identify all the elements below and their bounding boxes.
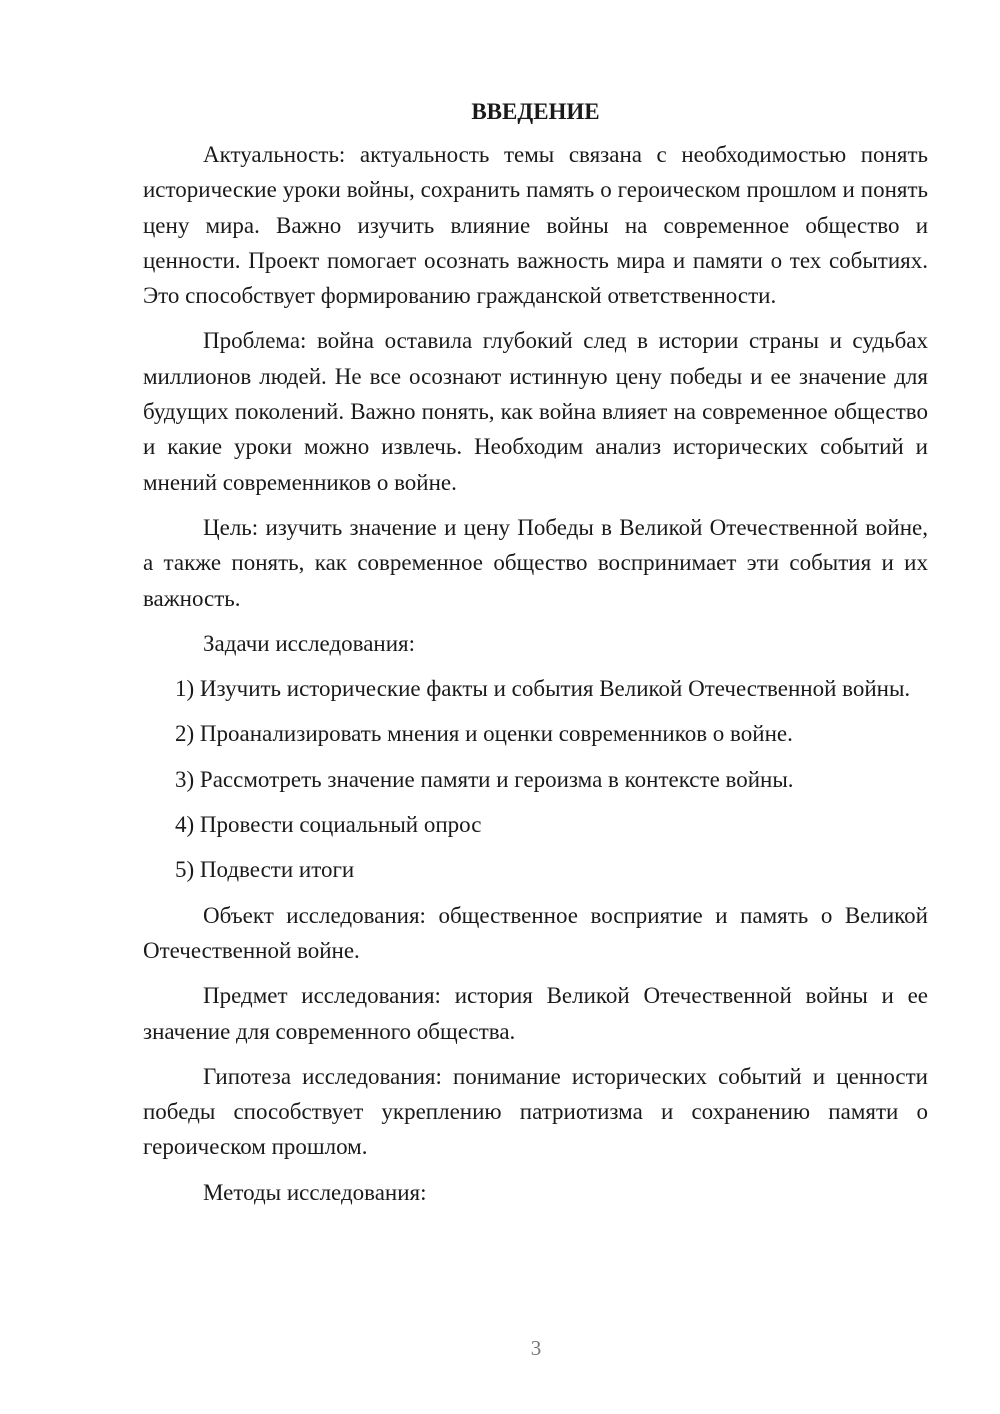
- tasks-list: [143, 671, 928, 887]
- paragraph-object: Объект исследования: общественное восприятие и память о Великой Отечественной войне.: [143, 902, 928, 963]
- methods-heading: Методы исследования:: [203, 1179, 427, 1205]
- paragraph-goal: Цель: изучить значение и цену Победы в Великой Отечественной войне, а также понять, как современное общество воспринимает эти события и их важность.: [143, 514, 928, 611]
- list-item: 2) Проанализировать мнения и оценки современников о войне.: [175, 721, 793, 747]
- section-title: ВВЕДЕНИЕ: [471, 99, 600, 124]
- paragraph-relevance: Актуальность: актуальность темы связана с необходимостью понять исторические уроки войны, сохранить память о героическом прошлом и понять цену мира. Важно изучить влияние войны на современное общество и ценности. Проект помогает осознать важность мира и памяти о тех событиях. Это способствует формированию гражданской ответственности.: [143, 142, 928, 309]
- paragraph-hypothesis: Гипотеза исследования: понимание исторических событий и ценности победы способствует укреплению патриотизма и сохранению памяти о героическом прошлом.: [143, 1063, 928, 1160]
- list-item: 1) Изучить исторические факты и события Великой Отечественной войны.: [175, 676, 911, 702]
- document-page: [143, 95, 928, 1220]
- list-item: 3) Рассмотреть значение памяти и героизма в контексте войны.: [175, 766, 794, 792]
- list-item: 5) Подвести итоги: [175, 857, 355, 883]
- list-item: 4) Провести социальный опрос: [175, 812, 482, 838]
- paragraph-problem: Проблема: война оставила глубокий след в истории страны и судьбах миллионов людей. Не все осознают истинную цену победы и ее значение для будущих поколений. Важно понять, как война влияет на современное общество и какие уроки можно извлечь. Необходим анализ исторических событий и мнений современников о войне.: [143, 328, 928, 495]
- tasks-heading: Задачи исследования:: [203, 630, 416, 656]
- page-number: 3: [530, 1336, 542, 1360]
- paragraph-subject: Предмет исследования: история Великой Отечественной войны и ее значение для современного общества.: [143, 983, 928, 1044]
